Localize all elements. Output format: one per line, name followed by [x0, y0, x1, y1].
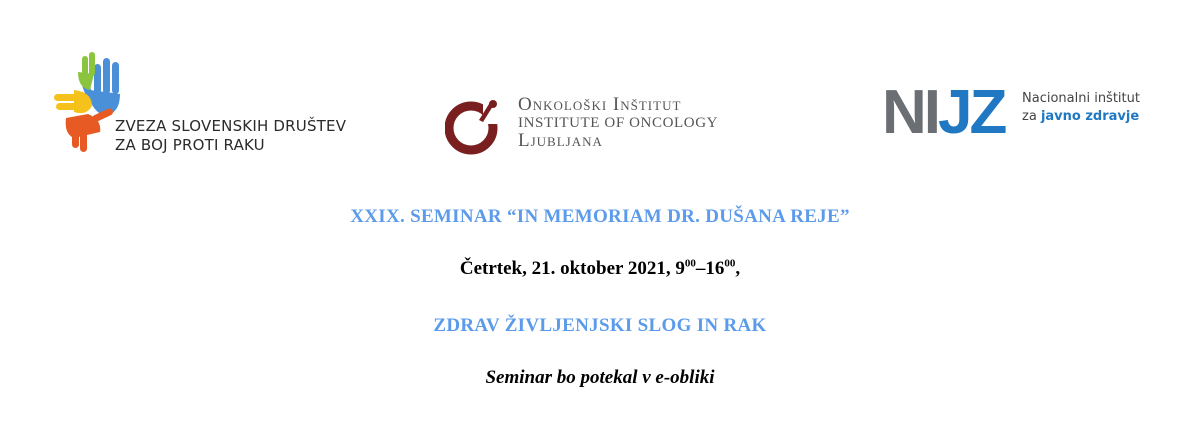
- date-suffix: ,: [735, 258, 741, 279]
- nijz-name: [1022, 90, 1140, 126]
- nijz-jz: JZ: [938, 78, 1005, 147]
- date-sup-start: 00: [684, 257, 696, 270]
- date-sup-end: 00: [724, 257, 736, 270]
- nijz-wordmark: [882, 78, 1005, 147]
- seminar-topic: ZDRAV ŽIVLJENJSKI SLOG IN RAK: [433, 315, 767, 336]
- seminar-date: [0, 258, 1200, 280]
- nijz-ni: NI: [882, 78, 938, 147]
- oi-name: [518, 96, 718, 150]
- oncology-institute-logo: [445, 96, 745, 160]
- zveza-line1: ZVEZA SLOVENSKIH DRUŠTEV: [115, 117, 347, 135]
- oi-line1: Onkološki Inštitut: [518, 94, 682, 115]
- zveza-line2: ZA BOJ PROTI RAKU: [115, 136, 265, 154]
- zveza-name: [115, 117, 346, 155]
- hands-icon: [52, 50, 122, 155]
- seminar-note: Seminar bo potekal v e-obliki: [485, 367, 715, 388]
- nijz-logo: [882, 78, 1172, 160]
- seminar-title: XXIX. SEMINAR “IN MEMORIAM DR. DUŠANA REJE”: [350, 206, 850, 227]
- zveza-logo: [52, 50, 352, 160]
- date-dash: –16: [695, 258, 725, 279]
- nijz-sub-za: za: [1022, 109, 1037, 124]
- nijz-sub-javno: javno zdravje: [1040, 109, 1140, 124]
- date-prefix: Četrtek, 21. oktober 2021, 9: [459, 258, 685, 279]
- oi-emblem-icon: [445, 98, 503, 156]
- oi-line3: Ljubljana: [518, 130, 603, 151]
- nijz-sub-line1: Nacionalni inštitut: [1022, 91, 1140, 106]
- oi-line2: INSTITUTE OF ONCOLOGY: [518, 115, 719, 131]
